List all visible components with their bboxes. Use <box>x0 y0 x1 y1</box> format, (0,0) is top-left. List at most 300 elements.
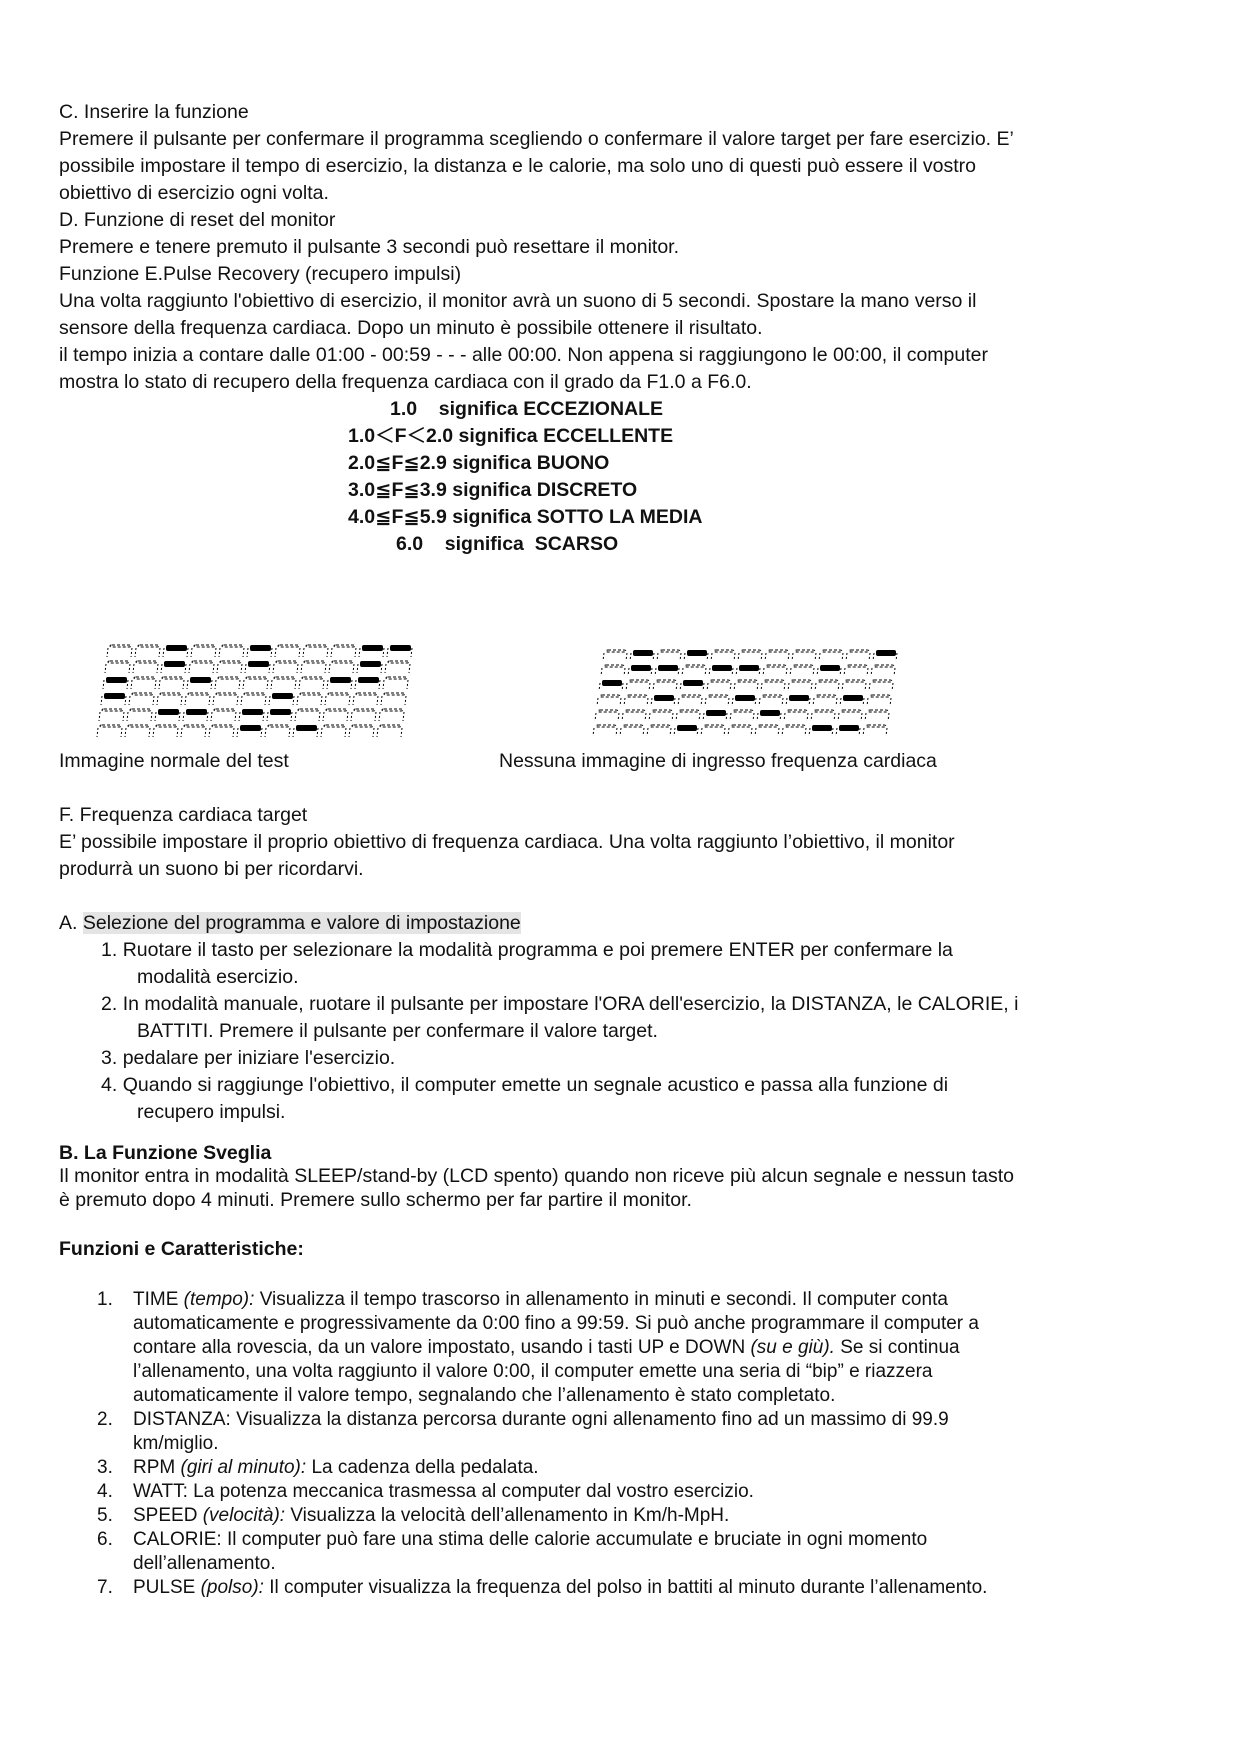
feature-number: 2. <box>97 1409 113 1430</box>
lcd-segment-side <box>657 653 658 661</box>
section-e-line: Una volta raggiunto l'obiettivo di esercizio, il monitor avrà un suono di 5 secondi. Spostare la mano verso il <box>59 290 977 312</box>
lcd-segment-side <box>187 680 188 689</box>
lcd-segment-side <box>181 696 182 705</box>
lcd-segment-side <box>403 712 404 721</box>
lcd-segment-side <box>844 668 845 676</box>
section-d-title: D. Funzione di reset del monitor <box>59 209 336 231</box>
lcd-segment-side <box>755 698 756 706</box>
lcd-segment-side <box>97 728 98 737</box>
lcd-segment-side <box>726 713 727 721</box>
lcd-segment-side <box>753 713 754 721</box>
lcd-segment <box>334 645 355 647</box>
lcd-segment <box>268 725 289 727</box>
lcd-segment <box>138 645 159 647</box>
lcd-segment-side <box>271 648 272 657</box>
section-f-line: E’ possibile impostare il proprio obiettivo di frequenza cardiaca. Una volta raggiunto l’obiettivo, il monitor <box>59 831 955 853</box>
lcd-segment-side <box>123 712 124 721</box>
lcd-segment-side <box>786 668 787 676</box>
lcd-segment <box>847 665 867 667</box>
step-text: Quando si raggiunge l'obiettivo, il computer emette un segnale acustico e passa alla funzione di <box>122 1074 949 1096</box>
lcd-segment-side <box>873 653 874 661</box>
lcd-segment-side <box>707 683 708 691</box>
lcd-segment-side <box>670 728 671 736</box>
lcd-segment-side <box>701 728 702 736</box>
step-text: pedalare per iniziare l'esercizio. <box>122 1047 396 1069</box>
lcd-segment-side <box>233 728 234 737</box>
lcd-segment-side <box>407 680 408 689</box>
lcd-segment <box>388 661 409 663</box>
lcd-segment <box>818 680 838 682</box>
lcd-segment-side <box>241 696 242 705</box>
section-c-line: Premere il pulsante per confermare il programma scegliendo o confermare il valore target per fare esercizio. E’ <box>59 128 1014 150</box>
lcd-segment <box>602 680 622 686</box>
lcd-segment-side <box>321 728 322 737</box>
lcd-segment-side <box>103 680 104 689</box>
lcd-segment-side <box>649 713 650 721</box>
caption-normal-test: Immagine normale del test <box>59 750 289 772</box>
lcd-segment <box>222 645 243 647</box>
lcd-segment <box>274 677 295 679</box>
feature-italic: (velocità): <box>202 1505 286 1526</box>
lcd-segment-side <box>267 680 268 689</box>
lcd-segment <box>352 725 373 727</box>
lcd-segment-side <box>655 668 656 676</box>
feature-text: Il computer può fare una stima delle calorie accumulate e bruciate in ogni momento <box>226 1529 928 1550</box>
lcd-segment-side <box>243 680 244 689</box>
lcd-segment <box>606 650 626 652</box>
section-b-line: Il monitor entra in modalità SLEEP/stand-by (LCD spento) quando non riceve più alcun segnale e nessun tasto <box>59 1165 1014 1187</box>
lcd-segment-side <box>181 728 182 737</box>
lcd-segment-side <box>703 713 704 721</box>
lcd-segment <box>130 709 151 711</box>
step-text-continued: modalità esercizio. <box>137 966 299 988</box>
feature-item-watt <box>133 1480 754 1504</box>
lcd-segment <box>658 665 678 671</box>
feature-number: 5. <box>97 1505 113 1526</box>
lcd-segment-side <box>863 698 864 706</box>
lcd-segment-side <box>647 728 648 736</box>
lcd-segment-side <box>211 712 212 721</box>
lcd-segment <box>679 710 699 712</box>
lcd-segment <box>328 693 349 695</box>
lcd-segment <box>816 695 836 697</box>
lcd-segment <box>633 650 653 656</box>
lcd-segment-side <box>757 683 758 691</box>
lcd-segment <box>822 650 842 652</box>
lcd-segment-side <box>832 728 833 736</box>
lcd-segment <box>194 645 215 647</box>
lcd-segment <box>386 677 407 679</box>
lcd-segment <box>134 677 155 679</box>
lcd-segment <box>876 650 896 656</box>
lcd-segment-side <box>865 683 866 691</box>
lcd-segment <box>652 710 672 712</box>
lcd-segment-side <box>267 712 268 721</box>
lcd-segment <box>354 709 375 711</box>
lcd-segment-side <box>707 653 708 661</box>
feature-number: 7. <box>97 1577 113 1598</box>
lcd-segment <box>218 677 239 679</box>
lcd-segment <box>158 709 179 715</box>
lcd-segment-side <box>127 680 128 689</box>
lcd-segment-side <box>836 728 837 736</box>
lcd-segment <box>216 693 237 695</box>
lcd-segment-side <box>894 668 895 676</box>
lcd-segment-side <box>355 680 356 689</box>
lcd-segment-side <box>323 712 324 721</box>
lcd-segment-side <box>263 712 264 721</box>
lcd-segment-side <box>811 683 812 691</box>
lcd-segment <box>326 709 347 711</box>
lcd-segment-side <box>275 648 276 657</box>
lcd-segment <box>814 710 834 712</box>
lcd-segment-side <box>325 664 326 673</box>
section-a-step <box>101 1072 948 1099</box>
lcd-segment-side <box>890 698 891 706</box>
lcd-segment-side <box>261 728 262 737</box>
lcd-segment-side <box>630 653 631 661</box>
lcd-segment <box>298 709 319 711</box>
feature-text: Il computer visualizza la frequenza del polso in battiti al minuto durante l’allenamento. <box>269 1577 988 1598</box>
lcd-segment <box>384 693 405 695</box>
lcd-segment-side <box>865 713 866 721</box>
lcd-segment-side <box>187 648 188 657</box>
lcd-segment <box>100 725 121 727</box>
lcd-segment-side <box>155 712 156 721</box>
lcd-segment-side <box>815 653 816 661</box>
lcd-segment-side <box>896 653 897 661</box>
lcd-segment-side <box>163 648 164 657</box>
lcd-segment-side <box>353 664 354 673</box>
lcd-segment <box>324 725 345 727</box>
lcd-segment-side <box>291 712 292 721</box>
section-c-line: possibile impostare il tempo di esercizio, la distanza e le calorie, ma solo uno di questi può essere il vostro <box>59 155 976 177</box>
lcd-segment-side <box>869 653 870 661</box>
lcd-segment-side <box>159 648 160 657</box>
feature-text: Visualizza la velocità dell’allenamento in Km/h-MpH. <box>290 1505 730 1526</box>
lcd-segment <box>785 725 805 727</box>
lcd-segment-side <box>125 728 126 737</box>
lcd-segment-side <box>651 698 652 706</box>
lcd-segment-side <box>838 713 839 721</box>
lcd-segment-side <box>680 653 681 661</box>
feature-name: TIME <box>133 1289 179 1310</box>
lcd-segment <box>102 709 123 711</box>
lcd-segment <box>242 709 263 715</box>
feature-text: contare alla rovescia, da un valore impostato, usando i tasti UP e DOWN <box>133 1337 746 1358</box>
lcd-segment <box>220 661 241 663</box>
lcd-segment-side <box>867 698 868 706</box>
lcd-segment-side <box>133 664 134 673</box>
lcd-segment-side <box>867 668 868 676</box>
lcd-segment-side <box>734 653 735 661</box>
lcd-segment-side <box>377 728 378 737</box>
lcd-segment <box>110 645 131 647</box>
lcd-segment-side <box>628 668 629 676</box>
lcd-segment-side <box>349 728 350 737</box>
feature-item-calorie <box>133 1528 927 1552</box>
lcd-segment <box>874 665 894 667</box>
lcd-segment-side <box>751 728 752 736</box>
lcd-segment <box>132 693 153 695</box>
lcd-segment-side <box>377 696 378 705</box>
lcd-segment-side <box>782 728 783 736</box>
lcd-segment-side <box>215 680 216 689</box>
lcd-segment <box>793 665 813 667</box>
lcd-segment <box>681 695 701 697</box>
lcd-segment <box>250 645 271 651</box>
lcd-segment-side <box>834 713 835 721</box>
lcd-segment-side <box>676 683 677 691</box>
lcd-segment-side <box>840 668 841 676</box>
lcd-segment-side <box>819 653 820 661</box>
lcd-segment-side <box>381 664 382 673</box>
lcd-segment-side <box>757 713 758 721</box>
lcd-segment-side <box>595 713 596 721</box>
lcd-segment-side <box>711 653 712 661</box>
section-c-title: C. Inserire la funzione <box>59 101 249 123</box>
lcd-segment-side <box>842 653 843 661</box>
lcd-segment <box>598 710 618 712</box>
lcd-segment-side <box>734 683 735 691</box>
lcd-segment-side <box>189 664 190 673</box>
lcd-segment-side <box>331 648 332 657</box>
grade-line: 1.0＜F＜2.0 significa ECCELLENTE <box>348 425 674 447</box>
lcd-segment <box>762 695 782 697</box>
lcd-segment <box>849 650 869 652</box>
feature-item-pulse <box>133 1576 987 1600</box>
lcd-segment <box>843 695 863 701</box>
lcd-segment-side <box>601 668 602 676</box>
step-number: 3. <box>101 1047 118 1069</box>
lcd-segment-side <box>317 728 318 737</box>
lcd-segment-side <box>355 648 356 657</box>
lcd-segment-side <box>269 664 270 673</box>
lcd-segment-side <box>616 728 617 736</box>
lcd-segment-side <box>135 648 136 657</box>
lcd-segment-side <box>295 712 296 721</box>
lcd-segment-side <box>755 728 756 736</box>
lcd-segment-side <box>205 728 206 737</box>
lcd-segment <box>192 661 213 663</box>
lcd-segment <box>714 650 734 652</box>
feature-number: 3. <box>97 1457 113 1478</box>
lcd-segment-side <box>678 668 679 676</box>
section-a-step <box>101 1045 395 1072</box>
lcd-segment-side <box>622 713 623 721</box>
lcd-segment-side <box>185 696 186 705</box>
feature-italic: (polso): <box>200 1577 264 1598</box>
lcd-segment <box>214 709 235 711</box>
lcd-segment <box>872 680 892 682</box>
lcd-segment-side <box>871 668 872 676</box>
lcd-segment <box>332 661 353 663</box>
lcd-segment-side <box>784 713 785 721</box>
feature-text: La potenza meccanica trasmessa al computer dal vostro esercizio. <box>193 1481 754 1502</box>
lcd-segment-side <box>121 728 122 737</box>
lcd-segment <box>760 710 780 716</box>
lcd-segment-side <box>107 648 108 657</box>
lcd-segment-side <box>273 664 274 673</box>
lcd-segment-side <box>125 696 126 705</box>
lcd-segment-side <box>409 664 410 673</box>
section-a-prefix: A. <box>59 912 78 934</box>
lcd-segment-side <box>699 713 700 721</box>
feature-name: SPEED <box>133 1505 198 1526</box>
lcd-segment <box>706 710 726 716</box>
lcd-segment-side <box>759 668 760 676</box>
lcd-segment-side <box>730 683 731 691</box>
lcd-segment-side <box>817 668 818 676</box>
section-e-title: Funzione E.Pulse Recovery (recupero impulsi) <box>59 263 462 285</box>
section-e-line: mostra lo stato di recupero della frequenza cardiaca con il grado da F1.0 a F6.0. <box>59 371 752 393</box>
lcd-segment <box>712 665 732 671</box>
lcd-segment-side <box>790 668 791 676</box>
lcd-normal-test-image <box>95 643 423 743</box>
section-a-heading <box>59 910 521 937</box>
step-text: Ruotare il tasto per selezionare la modalità programma e poi premere ENTER per confermare la <box>122 939 953 961</box>
section-b-title: B. La Funzione Sveglia <box>59 1142 272 1164</box>
lcd-segment <box>276 661 297 663</box>
lcd-segment <box>654 695 674 701</box>
grade-line: 1.0 significa ECCEZIONALE <box>390 398 664 420</box>
lcd-segment <box>660 650 680 652</box>
lcd-segment <box>733 710 753 712</box>
lcd-segment-side <box>239 712 240 721</box>
lcd-segment-side <box>383 680 384 689</box>
step-number: 2. <box>101 993 118 1015</box>
lcd-segment <box>302 677 323 679</box>
feature-number: 6. <box>97 1529 113 1550</box>
feature-text: Visualizza il tempo trascorso in allenamento in minuti e secondi. Il computer conta <box>259 1289 948 1310</box>
lcd-segment-side <box>732 668 733 676</box>
lcd-segment-side <box>237 696 238 705</box>
lcd-segment-side <box>209 696 210 705</box>
lcd-segment <box>768 650 788 652</box>
lcd-segment-side <box>127 712 128 721</box>
lcd-segment-side <box>678 698 679 706</box>
lcd-segment-side <box>379 680 380 689</box>
lcd-segment-side <box>763 668 764 676</box>
lcd-segment-side <box>183 680 184 689</box>
section-e-line: il tempo inizia a contare dalle 01:00 - 00:59 - - - alle 00:00. Non appena si raggiungono le 00:00, il computer <box>59 344 988 366</box>
lcd-segment-side <box>780 713 781 721</box>
lcd-segment-side <box>682 668 683 676</box>
lcd-segment-side <box>191 648 192 657</box>
feature-number: 1. <box>97 1289 113 1310</box>
lcd-segment-side <box>299 648 300 657</box>
lcd-segment-side <box>379 712 380 721</box>
lcd-segment-side <box>327 648 328 657</box>
lcd-segment-side <box>603 653 604 661</box>
feature-text: l’allenamento, una volta raggiunto il valore 0:00, il computer emette una seria di “bip” e riazzera <box>133 1361 933 1382</box>
lcd-segment-side <box>863 728 864 736</box>
lcd-segment-side <box>597 698 598 706</box>
feature-name: RPM <box>133 1457 176 1478</box>
lcd-segment-side <box>838 683 839 691</box>
lcd-segment-side <box>235 712 236 721</box>
lcd-segment-side <box>761 653 762 661</box>
lcd-segment <box>764 680 784 682</box>
feature-text: automaticamente e progressivamente da 0:00 fino a 99:59. Si può anche programmare il computer a <box>133 1313 979 1334</box>
lcd-segment <box>845 680 865 682</box>
lcd-segment <box>735 695 755 701</box>
lcd-segment <box>820 665 840 671</box>
lcd-segment <box>710 680 730 682</box>
lcd-segment-side <box>732 698 733 706</box>
lcd-segment-side <box>301 664 302 673</box>
lcd-segment-side <box>349 696 350 705</box>
lcd-segment-side <box>159 680 160 689</box>
lcd-segment-side <box>649 683 650 691</box>
lcd-segment-side <box>271 680 272 689</box>
caption-no-heart-rate: Nessuna immagine di ingresso frequenza cardiaca <box>499 750 937 772</box>
step-number: 1. <box>101 939 118 961</box>
lcd-segment-side <box>353 696 354 705</box>
lcd-segment <box>870 695 890 697</box>
lcd-segment <box>190 677 211 683</box>
lcd-segment <box>758 725 778 727</box>
feature-text: Se si continua <box>840 1337 960 1358</box>
lcd-segment-side <box>157 696 158 705</box>
lcd-segment-side <box>319 712 320 721</box>
feature-name: CALORIE: <box>133 1529 222 1550</box>
lcd-segment-side <box>813 668 814 676</box>
lcd-segment-side <box>624 668 625 676</box>
lcd-segment <box>596 725 616 727</box>
feature-item-rpm <box>133 1456 539 1480</box>
lcd-segment-side <box>645 713 646 721</box>
lcd-segment-side <box>643 728 644 736</box>
lcd-segment-side <box>383 648 384 657</box>
lcd-segment-side <box>786 698 787 706</box>
lcd-segment-side <box>724 728 725 736</box>
lcd-segment-side <box>265 696 266 705</box>
lcd-segment-side <box>705 698 706 706</box>
lcd-segment-side <box>297 664 298 673</box>
lcd-segment-side <box>101 696 102 705</box>
lcd-segment-side <box>321 696 322 705</box>
lcd-segment-side <box>129 696 130 705</box>
lcd-segment-side <box>653 653 654 661</box>
lcd-segment-side <box>129 664 130 673</box>
lcd-segment-side <box>861 713 862 721</box>
lcd-segment-side <box>620 698 621 706</box>
lcd-segment-side <box>293 696 294 705</box>
lcd-segment <box>358 677 379 683</box>
lcd-segment-side <box>381 696 382 705</box>
lcd-segment <box>240 725 261 731</box>
lcd-segment-side <box>303 648 304 657</box>
grade-line: 6.0 significa SCARSO <box>396 533 619 555</box>
feature-italic: (tempo): <box>183 1289 255 1310</box>
feature-name: DISTANZA: <box>133 1409 231 1430</box>
lcd-segment-side <box>219 648 220 657</box>
lcd-segment <box>212 725 233 727</box>
step-text: In modalità manuale, ruotare il pulsante per impostare l'ORA dell'esercizio, la DISTANZA, le CALORIE, i <box>122 993 1019 1015</box>
lcd-segment-side <box>761 683 762 691</box>
lcd-segment <box>136 661 157 663</box>
lcd-segment-side <box>347 712 348 721</box>
section-b-line: è premuto dopo 4 minuti. Premere sullo schermo per far partire il monitor. <box>59 1189 692 1211</box>
lcd-segment <box>766 665 786 667</box>
section-f-title: F. Frequenza cardiaca target <box>59 804 308 826</box>
lcd-segment <box>360 661 381 667</box>
lcd-segment-side <box>351 680 352 689</box>
lcd-segment-side <box>759 698 760 706</box>
lcd-segment-side <box>237 728 238 737</box>
lcd-segment-side <box>161 664 162 673</box>
